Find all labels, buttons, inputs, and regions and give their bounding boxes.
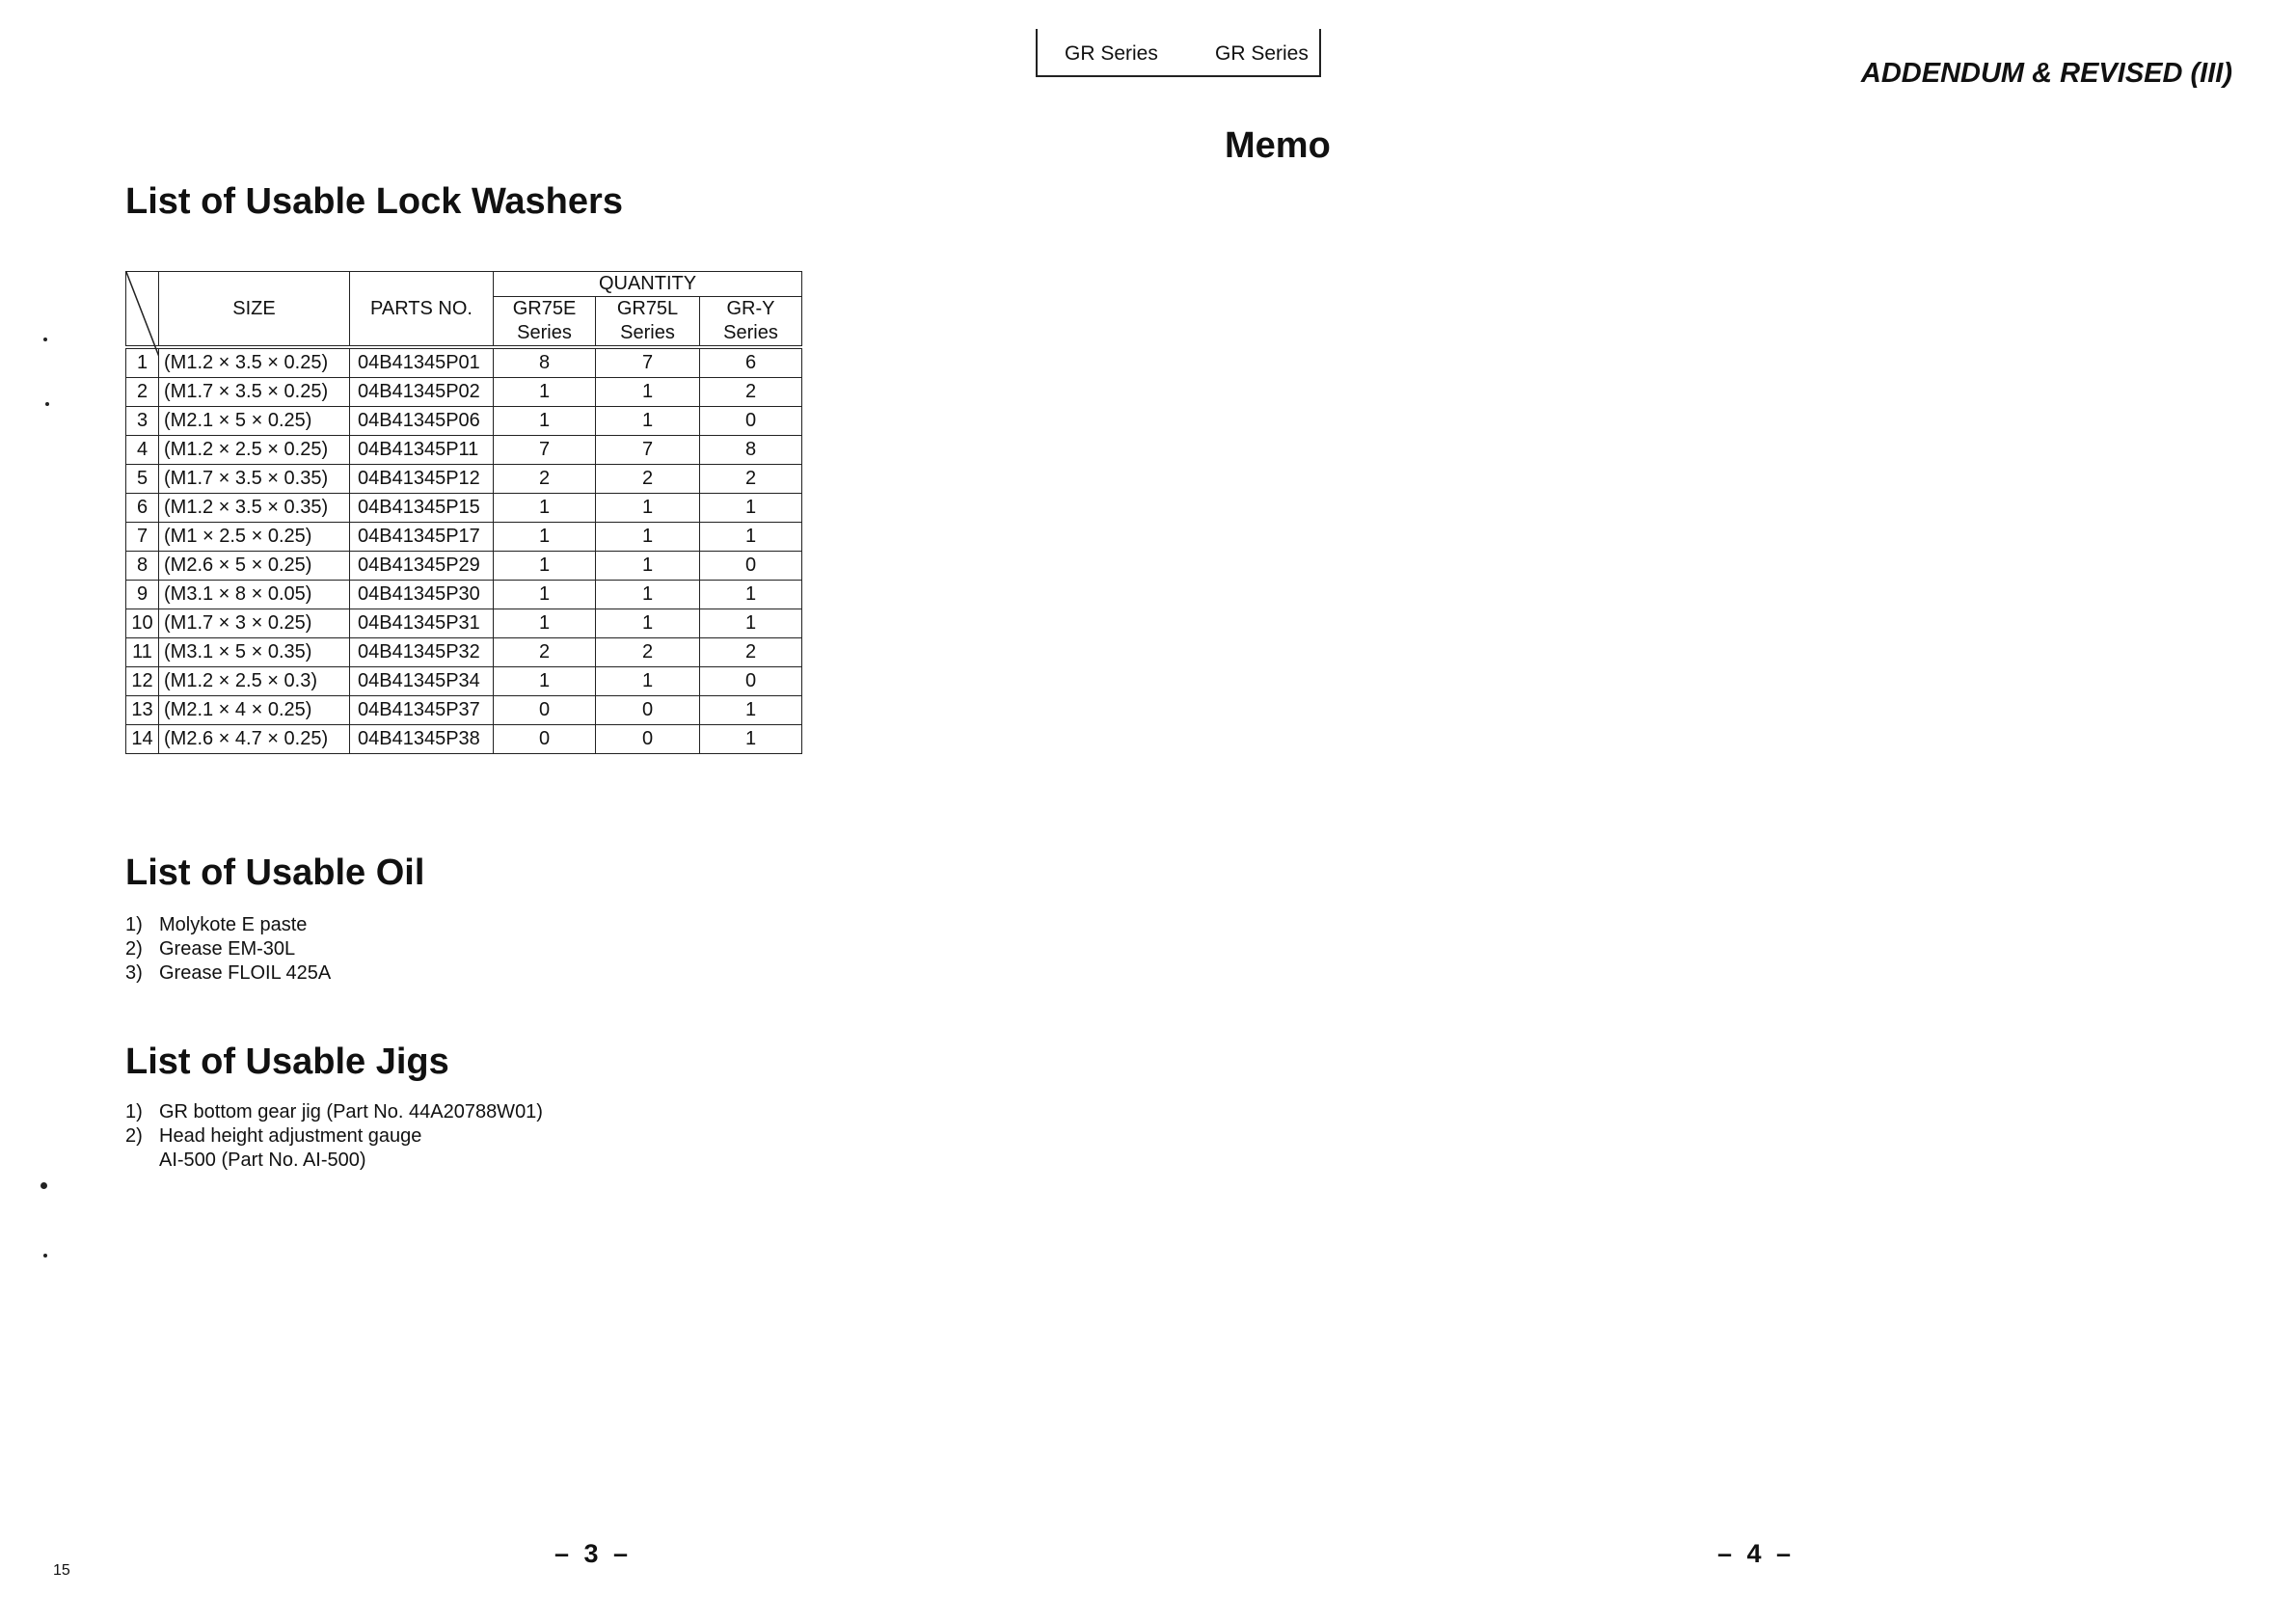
- row-qty-gr-y: 2: [700, 378, 802, 407]
- row-size: (M2.1 × 4 × 0.25): [159, 696, 350, 725]
- row-qty-gr75l: 2: [596, 465, 700, 494]
- oil-list: [125, 913, 331, 986]
- table-row: [126, 725, 802, 754]
- row-size: (M1.7 × 3.5 × 0.25): [159, 378, 350, 407]
- row-qty-gr75l: 1: [596, 523, 700, 552]
- row-qty-gr75e: 7: [494, 436, 596, 465]
- row-qty-gr75l: 1: [596, 494, 700, 523]
- scan-speck: [43, 1254, 47, 1258]
- table-row: [126, 407, 802, 436]
- table-row: [126, 638, 802, 667]
- row-number: 6: [126, 494, 159, 523]
- series-label-right: GR Series: [1215, 42, 1309, 65]
- row-number: 4: [126, 436, 159, 465]
- page-number-right: – 4 –: [1717, 1539, 1796, 1568]
- row-qty-gr-y: 2: [700, 465, 802, 494]
- row-number: 3: [126, 407, 159, 436]
- row-qty-gr75l: 1: [596, 609, 700, 638]
- row-qty-gr-y: 1: [700, 725, 802, 754]
- row-qty-gr-y: 1: [700, 494, 802, 523]
- row-size: (M1.7 × 3 × 0.25): [159, 609, 350, 638]
- row-size: (M2.1 × 5 × 0.25): [159, 407, 350, 436]
- table-row: [126, 581, 802, 609]
- row-qty-gr75l: 0: [596, 696, 700, 725]
- row-parts-no: 04B41345P34: [350, 667, 494, 696]
- row-number: 2: [126, 378, 159, 407]
- table-row: [126, 696, 802, 725]
- scan-speck: [41, 1182, 47, 1189]
- row-size: (M2.6 × 5 × 0.25): [159, 552, 350, 581]
- row-number: 14: [126, 725, 159, 754]
- list-item: 2) Grease EM-30L: [125, 938, 296, 960]
- row-qty-gr75e: 1: [494, 581, 596, 609]
- row-qty-gr75e: 0: [494, 725, 596, 754]
- oil-title: List of Usable Oil: [125, 852, 425, 893]
- table-row: [126, 609, 802, 638]
- lock-washer-table: [125, 271, 802, 754]
- table-row: [126, 667, 802, 696]
- row-parts-no: 04B41345P37: [350, 696, 494, 725]
- scan-speck: [45, 402, 49, 406]
- table-row: [126, 552, 802, 581]
- table-row: [126, 436, 802, 465]
- row-size: (M1.7 × 3.5 × 0.35): [159, 465, 350, 494]
- row-qty-gr-y: 0: [700, 667, 802, 696]
- series-label-left: GR Series: [1065, 42, 1158, 65]
- row-qty-gr-y: 0: [700, 552, 802, 581]
- row-parts-no: 04B41345P15: [350, 494, 494, 523]
- lock-washers-title: List of Usable Lock Washers: [125, 181, 623, 222]
- row-parts-no: 04B41345P06: [350, 407, 494, 436]
- row-qty-gr75l: 1: [596, 407, 700, 436]
- row-qty-gr75e: 2: [494, 638, 596, 667]
- lock-washer-rows: [126, 347, 802, 754]
- header-quantity: QUANTITY: [494, 272, 802, 297]
- row-number: 13: [126, 696, 159, 725]
- page-number-left: – 3 –: [554, 1539, 633, 1568]
- list-item: 2) Head height adjustment gauge AI-500 (Part No. AI-500): [125, 1125, 422, 1171]
- row-parts-no: 04B41345P01: [350, 347, 494, 378]
- row-size: (M3.1 × 5 × 0.35): [159, 638, 350, 667]
- row-qty-gr75l: 7: [596, 347, 700, 378]
- jigs-title: List of Usable Jigs: [125, 1041, 449, 1082]
- row-qty-gr75l: 1: [596, 667, 700, 696]
- row-number: 5: [126, 465, 159, 494]
- row-size: (M3.1 × 8 × 0.05): [159, 581, 350, 609]
- row-qty-gr-y: 8: [700, 436, 802, 465]
- row-parts-no: 04B41345P30: [350, 581, 494, 609]
- row-qty-gr75e: 1: [494, 494, 596, 523]
- row-qty-gr75l: 7: [596, 436, 700, 465]
- row-qty-gr-y: 0: [700, 407, 802, 436]
- row-number: 1: [126, 347, 159, 378]
- row-number: 9: [126, 581, 159, 609]
- header-size: SIZE: [159, 272, 350, 348]
- row-size: (M1.2 × 2.5 × 0.3): [159, 667, 350, 696]
- row-size: (M1.2 × 3.5 × 0.25): [159, 347, 350, 378]
- row-qty-gr-y: 6: [700, 347, 802, 378]
- row-qty-gr-y: 1: [700, 609, 802, 638]
- row-qty-gr75e: 8: [494, 347, 596, 378]
- row-parts-no: 04B41345P17: [350, 523, 494, 552]
- row-parts-no: 04B41345P29: [350, 552, 494, 581]
- row-parts-no: 04B41345P11: [350, 436, 494, 465]
- row-size: (M1.2 × 3.5 × 0.35): [159, 494, 350, 523]
- table-row: [126, 347, 802, 378]
- row-size: (M1 × 2.5 × 0.25): [159, 523, 350, 552]
- row-qty-gr75e: 1: [494, 523, 596, 552]
- row-parts-no: 04B41345P32: [350, 638, 494, 667]
- table-row: [126, 523, 802, 552]
- row-qty-gr75l: 1: [596, 378, 700, 407]
- row-parts-no: 04B41345P02: [350, 378, 494, 407]
- list-item: 1) Molykote E paste: [125, 914, 308, 935]
- header-parts-no: PARTS NO.: [350, 272, 494, 348]
- table-row: [126, 378, 802, 407]
- header-gr-y: GR-Y Series: [700, 297, 802, 348]
- row-qty-gr-y: 1: [700, 696, 802, 725]
- row-number: 10: [126, 609, 159, 638]
- list-item: 3) Grease FLOIL 425A: [125, 962, 332, 984]
- row-number: 8: [126, 552, 159, 581]
- table-row: [126, 465, 802, 494]
- row-qty-gr75l: 1: [596, 581, 700, 609]
- row-qty-gr75l: 0: [596, 725, 700, 754]
- row-qty-gr75e: 2: [494, 465, 596, 494]
- addendum-heading: ADDENDUM & REVISED (III): [1860, 58, 2232, 89]
- row-qty-gr75e: 1: [494, 378, 596, 407]
- row-number: 12: [126, 667, 159, 696]
- row-parts-no: 04B41345P38: [350, 725, 494, 754]
- row-number: 11: [126, 638, 159, 667]
- table-row: [126, 494, 802, 523]
- row-size: (M2.6 × 4.7 × 0.25): [159, 725, 350, 754]
- row-qty-gr75e: 1: [494, 552, 596, 581]
- row-qty-gr75e: 1: [494, 667, 596, 696]
- sheet-number: 15: [53, 1562, 70, 1579]
- row-qty-gr-y: 2: [700, 638, 802, 667]
- scan-speck: [43, 338, 47, 341]
- jigs-list: [125, 1100, 543, 1173]
- series-tab: [1036, 29, 1321, 77]
- row-number: 7: [126, 523, 159, 552]
- row-qty-gr75l: 1: [596, 552, 700, 581]
- row-parts-no: 04B41345P12: [350, 465, 494, 494]
- row-qty-gr75e: 1: [494, 407, 596, 436]
- header-gr75e: GR75E Series: [494, 297, 596, 348]
- list-item: 1) GR bottom gear jig (Part No. 44A20788W01): [125, 1101, 543, 1123]
- row-size: (M1.2 × 2.5 × 0.25): [159, 436, 350, 465]
- memo-title: Memo: [1225, 125, 1331, 166]
- corner-cell: [126, 272, 159, 348]
- row-qty-gr75l: 2: [596, 638, 700, 667]
- corner-diagonal: [126, 272, 159, 357]
- row-qty-gr75e: 1: [494, 609, 596, 638]
- row-qty-gr-y: 1: [700, 523, 802, 552]
- row-qty-gr75e: 0: [494, 696, 596, 725]
- row-parts-no: 04B41345P31: [350, 609, 494, 638]
- header-gr75l: GR75L Series: [596, 297, 700, 348]
- row-qty-gr-y: 1: [700, 581, 802, 609]
